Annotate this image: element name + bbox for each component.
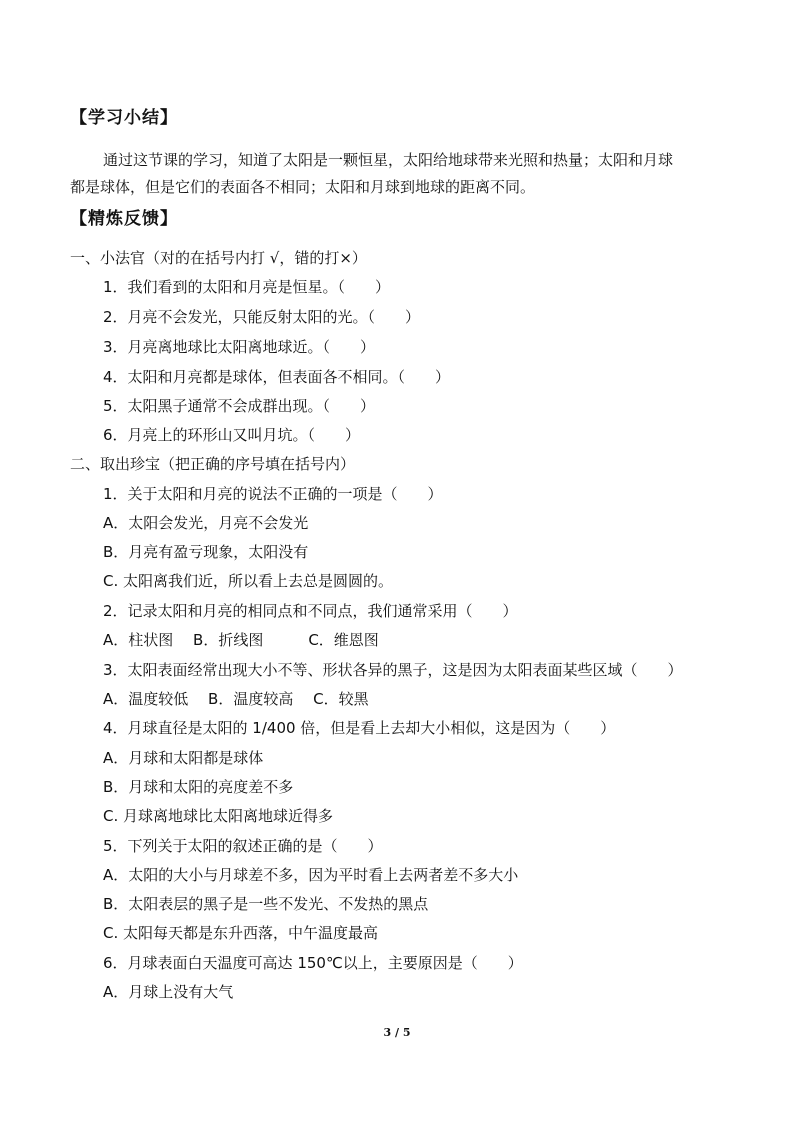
section2-line: 5．下列关于太阳的叙述正确的是（ ） <box>103 837 383 855</box>
section2-line: A．太阳会发光，月亮不会发光 <box>103 514 309 532</box>
section2-line: 6．月球表面白天温度可高达 150℃以上，主要原因是（ ） <box>103 954 523 972</box>
section2-line: 1．关于太阳和月亮的说法不正确的一项是（ ） <box>103 485 443 503</box>
section2-line: 4．月球直径是太阳的 1/400 倍，但是看上去却大小相似，这是因为（ ） <box>103 719 616 737</box>
section2-title: 二、取出珍宝（把正确的序号填在括号内） <box>70 455 356 473</box>
section2-line: 2．记录太阳和月亮的相同点和不同点，我们通常采用（ ） <box>103 602 518 620</box>
summary-paragraph-line2: 都是球体，但是它们的表面各不相同；太阳和月球到地球的距离不同。 <box>70 178 536 196</box>
feedback-heading: 【精炼反馈】 <box>70 209 178 229</box>
section2-line: A．柱状图 B．折线图 C．维恩图 <box>103 631 379 649</box>
section1-item-6: 6．月亮上的环形山又叫月坑。（ ） <box>103 426 361 444</box>
section2-line: B．月亮有盈亏现象，太阳没有 <box>103 543 309 561</box>
section1-item-4: 4．太阳和月亮都是球体，但表面各不相同。（ ） <box>103 368 451 386</box>
section1-item-3: 3．月亮离地球比太阳离地球近。（ ） <box>103 338 376 356</box>
section2-line: 3．太阳表面经常出现大小不等、形状各异的黑子，这是因为太阳表面某些区域（ ） <box>103 661 683 679</box>
section1-item-2: 2．月亮不会发光，只能反射太阳的光。（ ） <box>103 308 421 326</box>
summary-heading: 【学习小结】 <box>70 108 178 128</box>
section2-line: A．温度较低 B．温度较高 C．较黑 <box>103 690 369 708</box>
section2-line: B．月球和太阳的亮度差不多 <box>103 778 294 796</box>
section2-line: C. 太阳离我们近，所以看上去总是圆圆的。 <box>103 572 394 590</box>
page-number: 3 / 5 <box>383 1026 411 1039</box>
section2-line: C. 太阳每天都是东升西落，中午温度最高 <box>103 924 379 942</box>
section2-line: A．月球和太阳都是球体 <box>103 749 264 767</box>
section1-item-1: 1．我们看到的太阳和月亮是恒星。（ ） <box>103 278 391 296</box>
section1-title: 一、小法官（对的在括号内打 √，错的打×） <box>70 249 367 267</box>
section2-line: A．太阳的大小与月球差不多，因为平时看上去两者差不多大小 <box>103 866 519 884</box>
section2-line: B．太阳表层的黑子是一些不发光、不发热的黑点 <box>103 895 429 913</box>
section2-line: C. 月球离地球比太阳离地球近得多 <box>103 807 334 825</box>
summary-paragraph-line1: 通过这节课的学习，知道了太阳是一颗恒星，太阳给地球带来光照和热量；太阳和月球 <box>103 151 674 169</box>
section1-item-5: 5．太阳黑子通常不会成群出现。（ ） <box>103 397 376 415</box>
section2-line: A．月球上没有大气 <box>103 983 234 1001</box>
